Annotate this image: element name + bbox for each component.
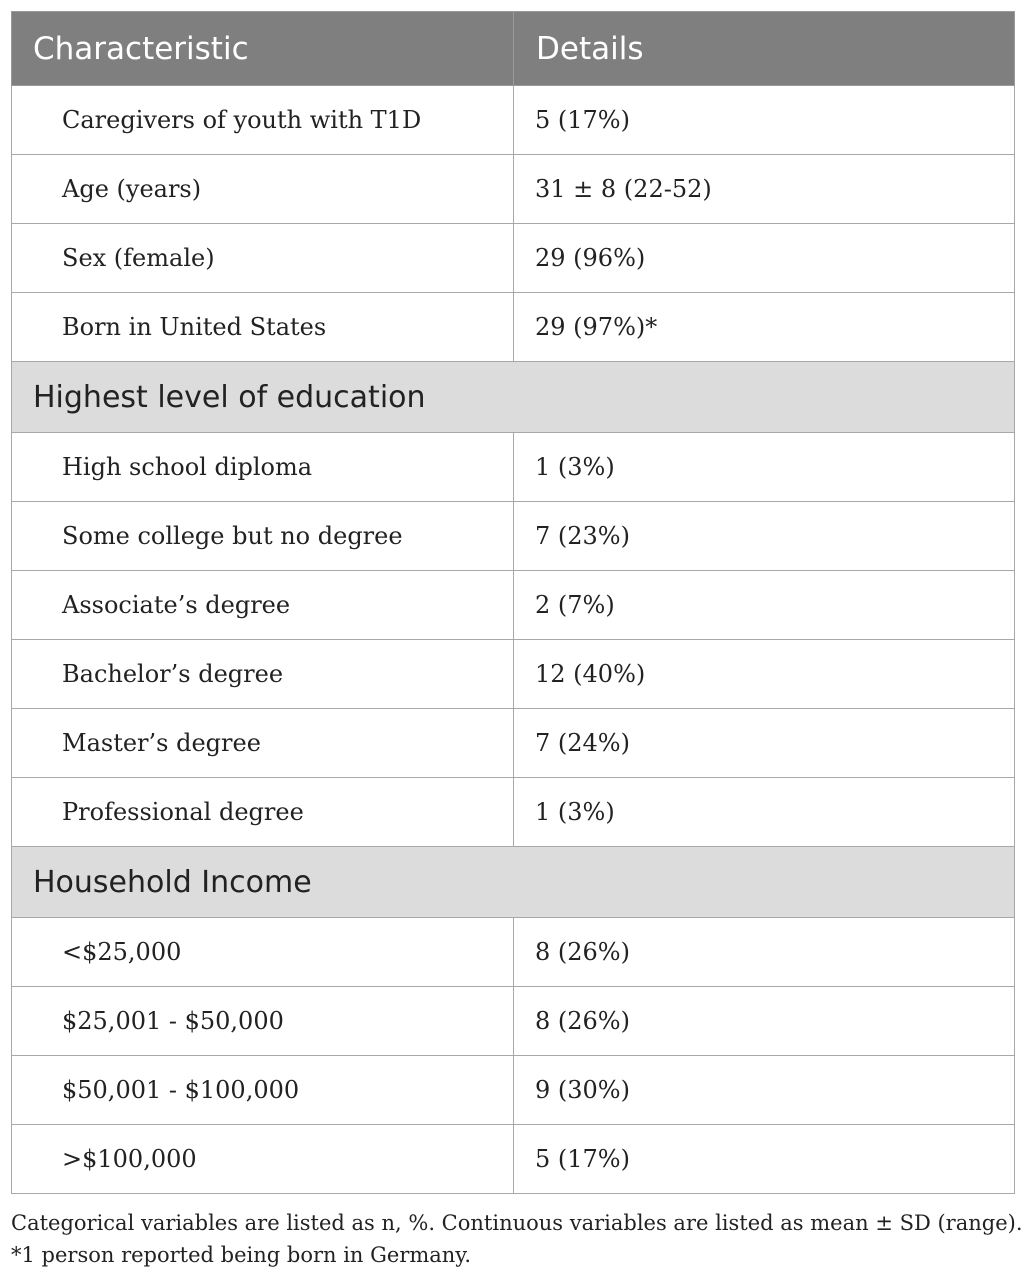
section-header-education [12, 362, 1015, 433]
row-value: 12 (40%) [514, 640, 1015, 709]
table-row [12, 571, 1015, 640]
row-label: $25,001 - $50,000 [12, 987, 514, 1056]
table-row [12, 433, 1015, 502]
table-row [12, 1125, 1015, 1194]
row-label: >$100,000 [12, 1125, 514, 1194]
table-row [12, 293, 1015, 362]
row-label: $50,001 - $100,000 [12, 1056, 514, 1125]
table-row [12, 778, 1015, 847]
footnote-variables: Categorical variables are listed as n, %. Continuous variables are listed as mean ± SD (range). [11, 1211, 1023, 1235]
demographics-table [11, 11, 1015, 1194]
row-value: 9 (30%) [514, 1056, 1015, 1125]
row-label: <$25,000 [12, 918, 514, 987]
row-label: Sex (female) [12, 224, 514, 293]
row-label: Some college but no degree [12, 502, 514, 571]
section-title: Highest level of education [12, 362, 1015, 433]
demographics-table-container [11, 11, 1014, 1194]
row-value: 7 (24%) [514, 709, 1015, 778]
table-row [12, 918, 1015, 987]
row-label: Born in United States [12, 293, 514, 362]
row-value: 5 (17%) [514, 86, 1015, 155]
row-label: Age (years) [12, 155, 514, 224]
row-value: 8 (26%) [514, 987, 1015, 1056]
row-label: Bachelor’s degree [12, 640, 514, 709]
section-title: Household Income [12, 847, 1015, 918]
table-footnotes [11, 1207, 1021, 1271]
row-label: High school diploma [12, 433, 514, 502]
table-row [12, 1056, 1015, 1125]
table-row [12, 502, 1015, 571]
row-value: 1 (3%) [514, 433, 1015, 502]
table-row [12, 155, 1015, 224]
footnote-birthplace: *1 person reported being born in Germany. [11, 1243, 472, 1267]
row-label: Caregivers of youth with T1D [12, 86, 514, 155]
row-value: 7 (23%) [514, 502, 1015, 571]
row-value: 1 (3%) [514, 778, 1015, 847]
table-row [12, 640, 1015, 709]
row-value: 2 (7%) [514, 571, 1015, 640]
header-characteristic: Characteristic [12, 12, 514, 86]
row-value: 5 (17%) [514, 1125, 1015, 1194]
row-label: Professional degree [12, 778, 514, 847]
table-row [12, 987, 1015, 1056]
row-label: Master’s degree [12, 709, 514, 778]
section-header-income [12, 847, 1015, 918]
table-row [12, 224, 1015, 293]
row-value: 31 ± 8 (22-52) [514, 155, 1015, 224]
table-row [12, 709, 1015, 778]
row-value: 29 (96%) [514, 224, 1015, 293]
row-value: 29 (97%)* [514, 293, 1015, 362]
row-label: Associate’s degree [12, 571, 514, 640]
table-header-row [12, 12, 1015, 86]
table-row [12, 86, 1015, 155]
header-details: Details [514, 12, 1015, 86]
row-value: 8 (26%) [514, 918, 1015, 987]
